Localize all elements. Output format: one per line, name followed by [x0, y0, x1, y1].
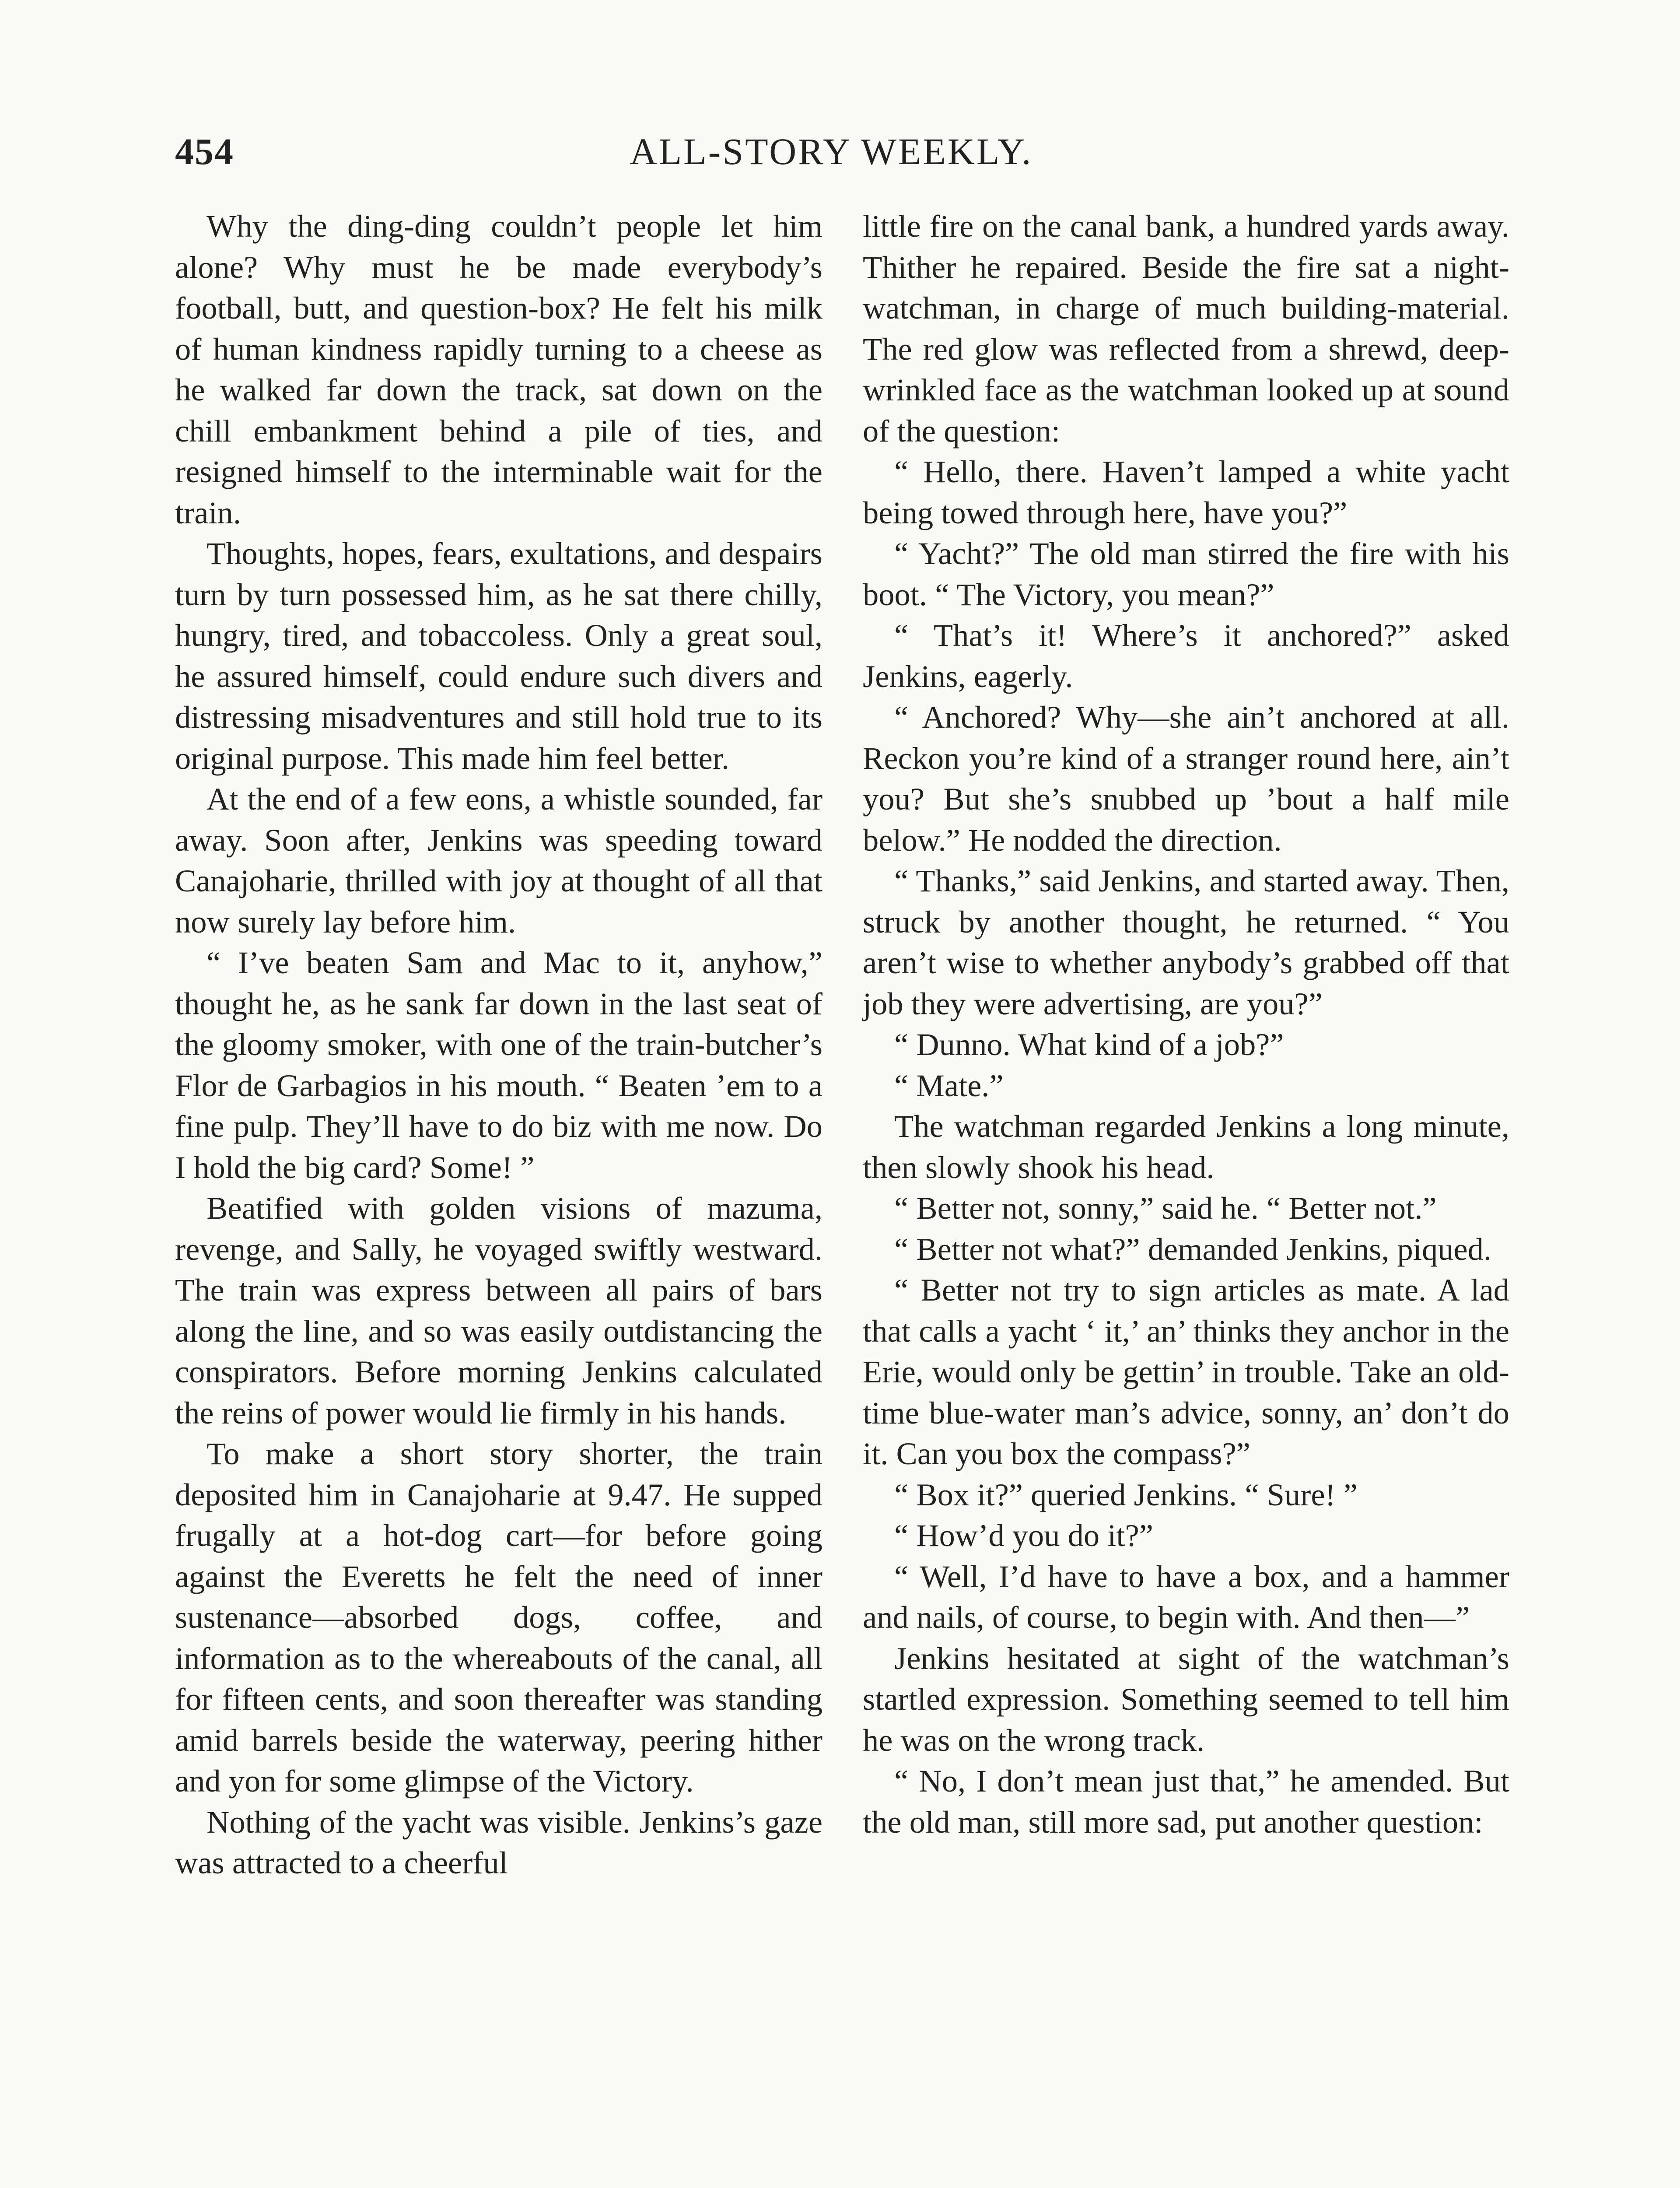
paragraph: “ That’s it! Where’s it anchored?” asked Jenkins, eagerly.	[863, 617, 1509, 694]
paragraph: To make a short story shorter, the train deposited him in Canajoharie at 9.47. He supped frugally at a hot-dog cart—for before going against the Everetts he felt the need of inner sustenance—absorbed dogs, coffee, and information as to the whereabouts of the canal, all for fifteen cents, and soon thereafter was standing amid barrels beside the waterway, peering hither and yon for some glimpse of the Victory.	[175, 1436, 822, 1799]
paragraph: “ Hello, there. Haven’t lamped a white yacht being towed through here, have you?”	[863, 454, 1509, 530]
paragraph: “ Mate.”	[894, 1067, 1004, 1103]
left-column	[175, 206, 822, 1883]
paragraph: “ Better not, sonny,” said he. “ Better not.”	[894, 1190, 1437, 1226]
paragraph: Jenkins hesitated at sight of the watchman’s startled expression. Something seemed to tell him he was on the wrong track.	[863, 1640, 1509, 1758]
page-header	[175, 130, 1488, 178]
paragraph: At the end of a few eons, a whistle sounded, far away. Soon after, Jenkins was speeding toward Canajoharie, thrilled with joy at thought of all that now surely lay before him.	[175, 781, 822, 940]
paragraph: “ Box it?” queried Jenkins. “ Sure! ”	[894, 1476, 1358, 1512]
paragraph: “ Well, I’d have to have a box, and a hammer and nails, of course, to begin with. And then—”	[863, 1558, 1509, 1635]
paragraph: “ Better not what?” demanded Jenkins, piqued.	[894, 1231, 1492, 1267]
right-column	[863, 206, 1509, 1842]
paragraph-continued: little fire on the canal bank, a hundred yards away. Thither he repaired. Beside the fire sat a night-watchman, in charge of much building-material. The red glow was reflected from a shrewd, deep-wrinkled face as the watchman looked up at sound of the question:	[863, 208, 1509, 449]
paragraph: “ How’d you do it?”	[894, 1518, 1153, 1553]
paragraph: Beatified with golden visions of mazuma, revenge, and Sally, he voyaged swiftly westward. The train was express between all pairs of bars along the line, and so was easily outdistancing the conspirators. Before morning Jenkins calculated the reins of power would lie firmly in his hands.	[175, 1190, 822, 1431]
paragraph: “ I’ve beaten Sam and Mac to it, anyhow,” thought he, as he sank far down in the last seat of the gloomy smoker, with one of the train-butcher’s Flor de Garbagios in his mouth. “ Beaten ’em to a fine pulp. They’ll have to do biz with me now. Do I hold the big card? Some! ”	[175, 945, 822, 1185]
paragraph: Thoughts, hopes, fears, exultations, and despairs turn by turn possessed him, as he sat there chilly, hungry, tired, and tobaccoless. Only a great soul, he assured himself, could endure such divers and distressing misadventures and still hold true to its original purpose. This made him feel better.	[175, 536, 822, 776]
paragraph: “ Anchored? Why—she ain’t anchored at all. Reckon you’re kind of a stranger round here, ain’t you? But she’s snubbed up ’bout a half mile below.” He nodded the direction.	[863, 699, 1509, 858]
paragraph: “ Better not try to sign articles as mate. A lad that calls a yacht ‘ it,’ an’ thinks they anchor in the Erie, would only be gettin’ in trouble. Take an old-time blue-water man’s advice, sonny, an’ don’t do it. Can you box the compass?”	[863, 1272, 1509, 1471]
paragraph: “ Thanks,” said Jenkins, and started away. Then, struck by another thought, he returned. “ You aren’t wise to whether anybody’s grabbed off that job they were advertising, are you?”	[863, 863, 1509, 1021]
paragraph: The watchman regarded Jenkins a long minute, then slowly shook his head.	[863, 1108, 1509, 1185]
paragraph: “ Yacht?” The old man stirred the fire with his boot. “ The Victory, you mean?”	[863, 536, 1509, 612]
page-number: 454	[175, 130, 234, 172]
paragraph: Why the ding-ding couldn’t people let him alone? Why must he be made everybody’s football, butt, and question-box? He felt his milk of human kindness rapidly turning to a cheese as he walked far down the track, sat down on the chill embankment behind a pile of ties, and resigned himself to the interminable wait for the train.	[175, 208, 822, 530]
paragraph: “ Dunno. What kind of a job?”	[894, 1027, 1284, 1062]
paragraph: Nothing of the yacht was visible. Jenkins’s gaze was attracted to a cheerful	[175, 1804, 822, 1880]
paragraph: “ No, I don’t mean just that,” he amended. But the old man, still more sad, put another question:	[863, 1763, 1509, 1840]
magazine-title: ALL-STORY WEEKLY.	[630, 130, 1033, 172]
